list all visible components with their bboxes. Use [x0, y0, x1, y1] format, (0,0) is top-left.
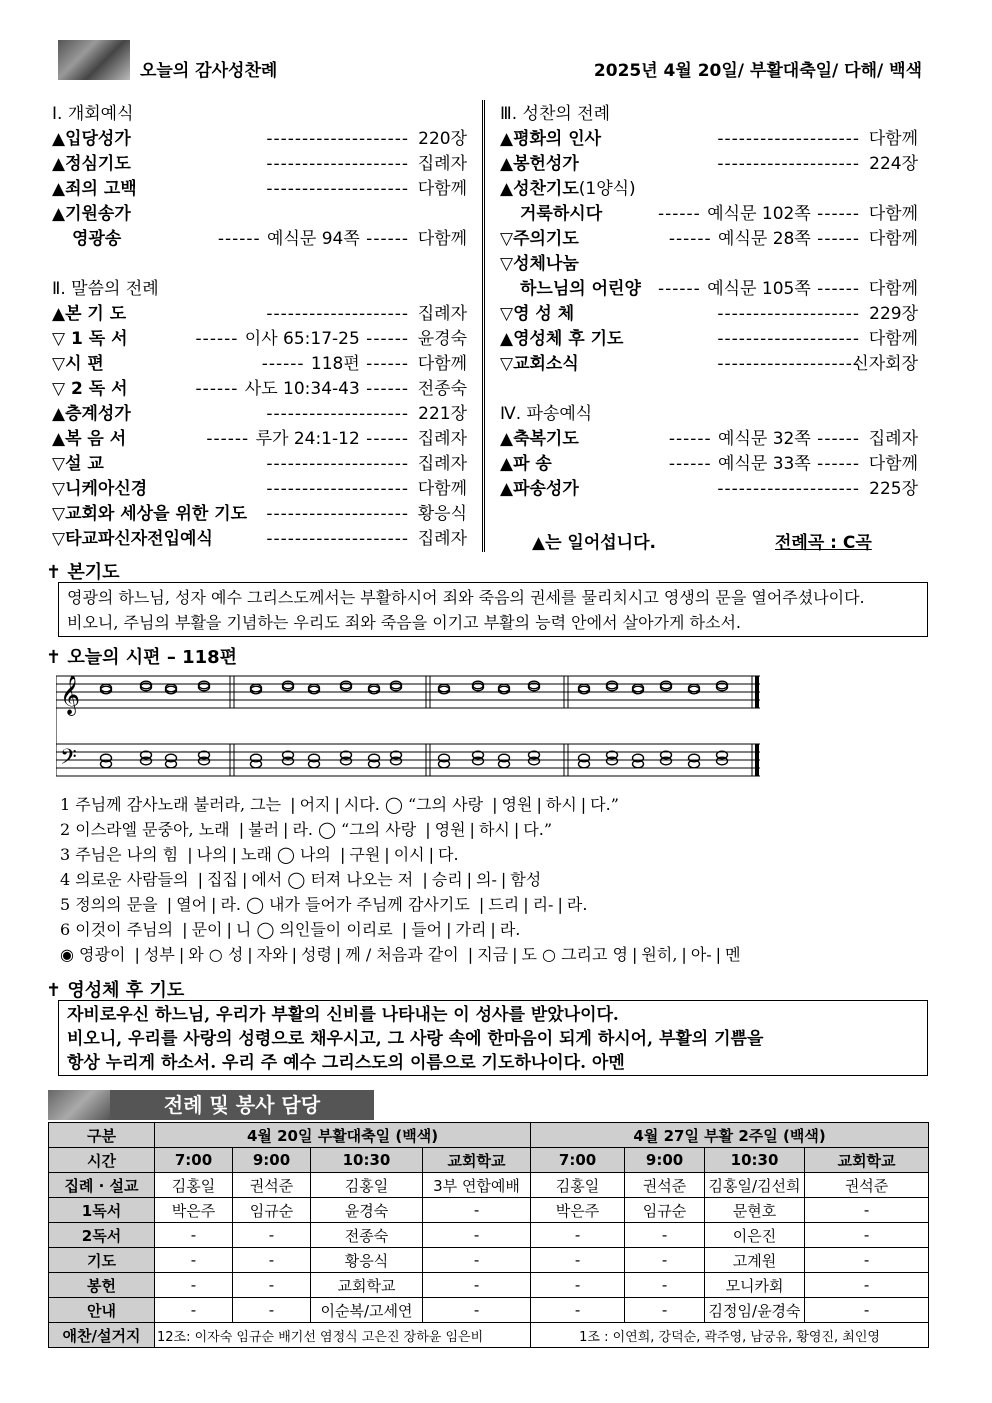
- psalm-verse: 4 의로운 사람들의 ❘집집❘에서 ◯ 터져 나오는 저 ❘승리❘의-❘함성: [60, 870, 542, 889]
- note-head: [283, 681, 294, 689]
- date-info: 2025년 4월 20일/ 부활대축일/ 다해/ 백색: [593, 61, 922, 81]
- order-item-name: ▽교회소식: [500, 354, 579, 374]
- order-item: [500, 477, 918, 502]
- table-cell: 황응식: [311, 1248, 423, 1273]
- order-item-name: ▲성찬기도: [500, 179, 579, 199]
- svg-text:𝄞: 𝄞: [60, 675, 81, 715]
- order-item: [52, 352, 467, 377]
- order-item-name: ▲복 음 서: [52, 429, 127, 449]
- table-row: [49, 1173, 929, 1198]
- order-item-value: 집례자: [417, 429, 467, 449]
- column-divider: [482, 100, 485, 552]
- note-head: [391, 681, 402, 689]
- table-cell: -: [531, 1223, 625, 1248]
- collect-box: [58, 582, 928, 637]
- row-label: 집례 · 설교: [49, 1173, 155, 1198]
- cleanup-week1: 12조: 이자숙 임규순 배기선 염정식 고은진 장하윤 임은비: [155, 1323, 531, 1348]
- order-item-name: ▲본 기 도: [52, 304, 127, 324]
- order-item: [500, 427, 918, 452]
- order-item-name: ▽성체나눔: [500, 254, 579, 274]
- note-head: [141, 681, 152, 689]
- time-cell: 10:30: [705, 1148, 805, 1173]
- table-cell: -: [233, 1223, 311, 1248]
- order-item-note: (1양식): [578, 179, 636, 199]
- order-item-reference: 이사 65:17-25: [244, 329, 360, 349]
- order-item: [500, 202, 918, 227]
- cross-icon: ✝: [46, 647, 68, 668]
- note-head: [439, 684, 450, 692]
- leader-dashes: ------ 예식문 102쪽 ------: [658, 204, 860, 224]
- table-cell: 김홍일/김선희: [705, 1173, 805, 1198]
- order-item: [500, 127, 918, 152]
- leader-dashes: ------ 예식문 94쪽 ------: [217, 229, 409, 249]
- order-item-name: ▲영성체 후 기도: [500, 329, 624, 349]
- leader-dashes: ------ 예식문 32쪽 ------: [668, 429, 860, 449]
- note-head: [689, 684, 700, 692]
- table-row: [49, 1273, 929, 1298]
- order-item-reference: 예식문 32쪽: [718, 429, 811, 449]
- leader-dashes: --------------------: [717, 354, 860, 374]
- section-heading: Ⅲ. 성찬의 전례: [500, 104, 611, 124]
- order-left-column: [52, 102, 467, 552]
- table-cell: -: [155, 1223, 233, 1248]
- table-cell: 이순복/고세연: [311, 1298, 423, 1323]
- order-item: [500, 252, 918, 277]
- order-item-name: ▲입당성가: [52, 129, 131, 149]
- note-head: [579, 684, 590, 692]
- order-item-name: 거룩하시다: [520, 204, 603, 224]
- note-head: [369, 686, 380, 694]
- table-cell: -: [805, 1273, 929, 1298]
- time-cell: 9:00: [625, 1148, 705, 1173]
- order-item-name: ▲기원송가: [52, 204, 131, 224]
- leader-dashes: --------------------: [717, 479, 860, 499]
- standing-note: ▲는 일어섭니다.: [532, 533, 656, 553]
- order-item-value: 220장: [418, 129, 467, 149]
- order-item-value: 224장: [869, 154, 918, 174]
- row-label: 기도: [49, 1248, 155, 1273]
- note-head: [499, 686, 510, 694]
- order-item: [52, 152, 467, 177]
- psalm-verse: 3 주님은 나의 힘 ❘나의❘노래 ◯ 나의 ❘구원❘이시❘다.: [60, 845, 459, 864]
- order-item-name: ▽ 2 독 서: [52, 379, 128, 399]
- psalm-verse: 5 정의의 문을 ❘열어❘라. ◯ 내가 들어가 주님께 감사기도 ❘드리❘리-❘라.: [60, 895, 588, 914]
- order-item-value: 윤경숙: [417, 329, 467, 349]
- table-cell: 교회학교: [311, 1273, 423, 1298]
- table-cell: -: [233, 1273, 311, 1298]
- table-cell: -: [805, 1298, 929, 1323]
- order-item-name: ▲평화의 인사: [500, 129, 602, 149]
- order-item-value: 다함께: [417, 354, 467, 374]
- row-label: 봉헌: [49, 1273, 155, 1298]
- order-item: [52, 477, 467, 502]
- leader-dashes: --------------------: [266, 454, 409, 474]
- chant-note: 전례곡 : C곡: [775, 533, 872, 553]
- spacer: [52, 252, 467, 277]
- psalm-verse: 2 이스라엘 문중아, 노래 ❘불러❘라. ◯ “그의 사랑 ❘영원❘하시❘다.”: [60, 820, 552, 839]
- order-item: [52, 227, 467, 252]
- leader-dashes: --------------------: [717, 154, 860, 174]
- order-item: [500, 452, 918, 477]
- order-item: [500, 227, 918, 252]
- table-cell: 김홍일: [311, 1173, 423, 1198]
- order-item-value: 다함께: [417, 179, 467, 199]
- note-head: [251, 686, 262, 694]
- leader-dashes: --------------------: [717, 329, 860, 349]
- table-row: [49, 1223, 929, 1248]
- order-item-value: 집례자: [417, 304, 467, 324]
- table-cell: 권석준: [233, 1173, 311, 1198]
- order-item-value: 다함께: [417, 229, 467, 249]
- page-title: 오늘의 감사성찬례: [140, 61, 278, 81]
- banner-photo: [48, 1090, 110, 1120]
- week2-header: 4월 27일 부활 2주일 (백색): [531, 1123, 929, 1148]
- note-head: [439, 686, 450, 694]
- note-head: [101, 686, 112, 694]
- order-item-value: 다함께: [417, 479, 467, 499]
- leader-dashes: --------------------: [266, 504, 409, 524]
- note-head: [529, 681, 540, 689]
- order-item-name: ▲층계성가: [52, 404, 131, 424]
- table-cell: -: [531, 1248, 625, 1273]
- psalm-heading: ✝ 오늘의 시편 – 118편: [46, 647, 238, 668]
- leader-dashes: --------------------: [266, 404, 409, 424]
- order-item: [500, 327, 918, 352]
- time-cell: 7:00: [155, 1148, 233, 1173]
- table-cell: -: [423, 1248, 531, 1273]
- table-cell: -: [625, 1248, 705, 1273]
- note-head: [369, 684, 380, 692]
- row-label: 1독서: [49, 1198, 155, 1223]
- table-cell: -: [233, 1248, 311, 1273]
- order-item: [500, 352, 918, 377]
- order-item: [52, 427, 467, 452]
- table-cell: -: [625, 1223, 705, 1248]
- leader-dashes: ------ 예식문 33쪽 ------: [668, 454, 860, 474]
- cleanup-week2: 1조 : 이연희, 강덕순, 곽주영, 남궁유, 황영진, 최인영: [531, 1323, 929, 1348]
- order-item: [52, 377, 467, 402]
- header-photo: [58, 40, 130, 80]
- note-head: [341, 681, 352, 689]
- order-item-reference: 예식문 102쪽: [707, 204, 811, 224]
- order-item-reference: 사도 10:34-43: [244, 379, 360, 399]
- collect-heading: ✝ 본기도: [46, 562, 120, 583]
- order-item: [52, 202, 467, 227]
- order-item-name: ▲죄의 고백: [52, 179, 137, 199]
- order-item-value: 집례자: [417, 154, 467, 174]
- table-cell: -: [805, 1248, 929, 1273]
- row-label: 안내: [49, 1298, 155, 1323]
- order-item-value: 신자회장: [852, 354, 918, 374]
- order-item-name: ▽타교파신자전입예식: [52, 529, 213, 549]
- psalm-chant-score: [56, 668, 760, 786]
- table-cell: -: [625, 1298, 705, 1323]
- leader-dashes: --------------------: [266, 304, 409, 324]
- note-head: [251, 684, 262, 692]
- note-head: [309, 684, 320, 692]
- table-cell: 임규순: [233, 1198, 311, 1223]
- collect-line: 영광의 하느님, 성자 예수 그리스도께서는 부활하시어 죄와 죽음의 권세를 물리치시고 영생의 문을 열어주셨나이다.: [67, 588, 865, 607]
- leader-dashes: ------ 이사 65:17-25 ------: [195, 329, 409, 349]
- order-item-value: 229장: [869, 304, 918, 324]
- note-head: [101, 684, 112, 692]
- table-cell: 이은진: [705, 1223, 805, 1248]
- leader-dashes: ------ 루가 24:1-12 ------: [206, 429, 409, 449]
- spacer: [500, 377, 918, 402]
- leader-dashes: ------ 예식문 28쪽 ------: [668, 229, 860, 249]
- postcommunion-line: 자비로우신 하느님, 우리가 부활의 신비를 나타내는 이 성사를 받았나이다.: [67, 1005, 619, 1025]
- psalm-verse: 6 이것이 주님의 ❘문이❘니 ◯ 의인들이 이리로 ❘들어❘가리❘라.: [60, 920, 521, 939]
- order-item-name: ▽교회와 세상을 위한 기도: [52, 504, 248, 524]
- table-cell: -: [531, 1273, 625, 1298]
- psalm-verse: 1 주님께 감사노래 불러라, 그는 ❘어지❘시다. ◯ “그의 사랑 ❘영원❘하시❘다.”: [60, 795, 619, 814]
- table-cell: -: [155, 1273, 233, 1298]
- note-head: [199, 681, 210, 689]
- cleanup-label: 애찬/설거지: [49, 1323, 155, 1348]
- time-cell: 교회학교: [805, 1148, 929, 1173]
- order-right-column: [500, 102, 918, 502]
- order-item: [52, 527, 467, 552]
- section-heading: Ⅱ. 말씀의 전례: [52, 279, 159, 299]
- order-item-name: ▲파송성가: [500, 479, 579, 499]
- order-item-name: ▽영 성 체: [500, 304, 575, 324]
- order-item-value: 221장: [418, 404, 467, 424]
- table-cell: -: [531, 1298, 625, 1323]
- postcommunion-line: 비오니, 우리를 사랑의 성령으로 채우시고, 그 사랑 속에 한마음이 되게 하시어, 부활의 기쁨을: [67, 1029, 764, 1049]
- order-item-value: 황응식: [417, 504, 467, 524]
- leader-dashes: ------ 118편 ------: [261, 354, 409, 374]
- order-item-reference: 예식문 33쪽: [718, 454, 811, 474]
- order-item: [52, 127, 467, 152]
- note-head: [579, 686, 590, 694]
- order-item: [500, 302, 918, 327]
- table-row: [49, 1198, 929, 1223]
- order-item-value: 다함께: [868, 329, 918, 349]
- order-item-name: ▽ 1 독 서: [52, 329, 128, 349]
- order-item-value: 다함께: [868, 279, 918, 299]
- order-item-name: ▽시 편: [52, 354, 104, 374]
- note-head: [661, 681, 672, 689]
- table-cell: 전종숙: [311, 1223, 423, 1248]
- table-cell: 권석준: [625, 1173, 705, 1198]
- table-cell: 3부 연합예배: [423, 1173, 531, 1198]
- leader-dashes: --------------------: [717, 129, 860, 149]
- order-item: [52, 452, 467, 477]
- leader-dashes: --------------------: [266, 529, 409, 549]
- week1-header: 4월 20일 부활대축일 (백색): [155, 1123, 531, 1148]
- order-item: [500, 177, 918, 202]
- table-row: [49, 1298, 929, 1323]
- order-item: [52, 502, 467, 527]
- svg-text:𝄢: 𝄢: [60, 745, 77, 775]
- table-cell: 고계원: [705, 1248, 805, 1273]
- order-item-value: 다함께: [868, 454, 918, 474]
- order-item-value: 집례자: [417, 454, 467, 474]
- order-item: [52, 402, 467, 427]
- table-cell: 김홍일: [155, 1173, 233, 1198]
- table-cell: -: [805, 1223, 929, 1248]
- postcommunion-heading: ✝ 영성체 후 기도: [46, 980, 185, 1001]
- leader-dashes: --------------------: [717, 304, 860, 324]
- leader-dashes: --------------------: [266, 479, 409, 499]
- time-cell: 7:00: [531, 1148, 625, 1173]
- order-item-reference: 예식문 94쪽: [267, 229, 360, 249]
- order-item-name: ▽주의기도: [500, 229, 579, 249]
- table-cell: 모니카회: [705, 1273, 805, 1298]
- order-item-value: 집례자: [417, 529, 467, 549]
- section-heading: Ⅰ. 개회예식: [52, 104, 134, 124]
- table-cell: 김홍일: [531, 1173, 625, 1198]
- leader-dashes: ------ 예식문 105쪽 ------: [658, 279, 860, 299]
- cross-icon: ✝: [46, 562, 68, 583]
- order-item-name: ▽설 교: [52, 454, 104, 474]
- order-item-value: 다함께: [868, 129, 918, 149]
- time-cell: 9:00: [233, 1148, 311, 1173]
- table-cell: 윤경숙: [311, 1198, 423, 1223]
- leader-dashes: --------------------: [266, 179, 409, 199]
- note-head: [166, 684, 177, 692]
- table-row: [49, 1248, 929, 1273]
- order-item: [500, 152, 918, 177]
- col-label: 구분: [49, 1123, 155, 1148]
- psalm-verse: ◉ 영광이 ❘성부❘와 ○ 성❘자와❘성령❘께 / 처음과 같이 ❘지금❘도 ○ 그리고 영❘원히,❘아-❘멘: [60, 945, 741, 964]
- note-head: [633, 686, 644, 694]
- postcommunion-box: [58, 1000, 928, 1076]
- postcommunion-line: 항상 누리게 하소서. 우리 주 예수 그리스도의 이름으로 기도하나이다. 아멘: [67, 1053, 625, 1073]
- table-cell: -: [155, 1298, 233, 1323]
- note-head: [633, 684, 644, 692]
- section-heading: Ⅳ. 파송예식: [500, 404, 593, 424]
- order-item-reference: 루가 24:1-12: [255, 429, 360, 449]
- table-cell: -: [423, 1298, 531, 1323]
- order-item-value: 전종숙: [417, 379, 467, 399]
- order-item-value: 225장: [869, 479, 918, 499]
- order-item-value: 다함께: [868, 229, 918, 249]
- table-cell: -: [423, 1223, 531, 1248]
- table-cell: 박은주: [155, 1198, 233, 1223]
- order-item-name: 영광송: [72, 229, 122, 249]
- order-item-reference: 118편: [310, 354, 360, 374]
- order-item-reference: 예식문 105쪽: [707, 279, 811, 299]
- leader-dashes: ------ 사도 10:34-43 ------: [195, 379, 409, 399]
- note-head: [309, 686, 320, 694]
- order-item-reference: 예식문 28쪽: [718, 229, 811, 249]
- collect-line: 비오니, 주님의 부활을 기념하는 우리도 죄와 죽음을 이기고 부활의 능력 안에서 살아가게 하소서.: [67, 613, 741, 632]
- note-head: [499, 684, 510, 692]
- table-cell: 권석준: [805, 1173, 929, 1198]
- order-item-value: 집례자: [868, 429, 918, 449]
- duty-banner: 전례 및 봉사 담당: [110, 1090, 374, 1120]
- time-label: 시간: [49, 1148, 155, 1173]
- table-cell: 문현호: [705, 1198, 805, 1223]
- note-head: [689, 686, 700, 694]
- table-cell: -: [625, 1273, 705, 1298]
- table-cell: -: [805, 1198, 929, 1223]
- table-cell: 임규순: [625, 1198, 705, 1223]
- order-item: [52, 302, 467, 327]
- cross-icon: ✝: [46, 980, 68, 1001]
- table-cell: -: [423, 1198, 531, 1223]
- row-label: 2독서: [49, 1223, 155, 1248]
- time-cell: 교회학교: [423, 1148, 531, 1173]
- table-cell: 박은주: [531, 1198, 625, 1223]
- time-cell: 10:30: [311, 1148, 423, 1173]
- order-item: [52, 327, 467, 352]
- leader-dashes: --------------------: [266, 129, 409, 149]
- duty-roster-table: [48, 1122, 929, 1348]
- order-item: [500, 277, 918, 302]
- leader-dashes: --------------------: [266, 154, 409, 174]
- note-head: [473, 681, 484, 689]
- note-head: [166, 686, 177, 694]
- order-item-value: 다함께: [868, 204, 918, 224]
- table-cell: -: [155, 1248, 233, 1273]
- note-head: [607, 681, 618, 689]
- order-item-name: ▲정심기도: [52, 154, 131, 174]
- order-item-name: 하느님의 어린양: [520, 279, 641, 299]
- table-cell: 김정임/윤경숙: [705, 1298, 805, 1323]
- order-item-name: ▲봉헌성가: [500, 154, 579, 174]
- order-item: [52, 177, 467, 202]
- table-cell: -: [233, 1298, 311, 1323]
- order-item-name: ▲축복기도: [500, 429, 579, 449]
- table-cell: -: [423, 1273, 531, 1298]
- order-item-name: ▽니케아신경: [52, 479, 148, 499]
- order-item-name: ▲파 송: [500, 454, 552, 474]
- note-head: [717, 681, 728, 689]
